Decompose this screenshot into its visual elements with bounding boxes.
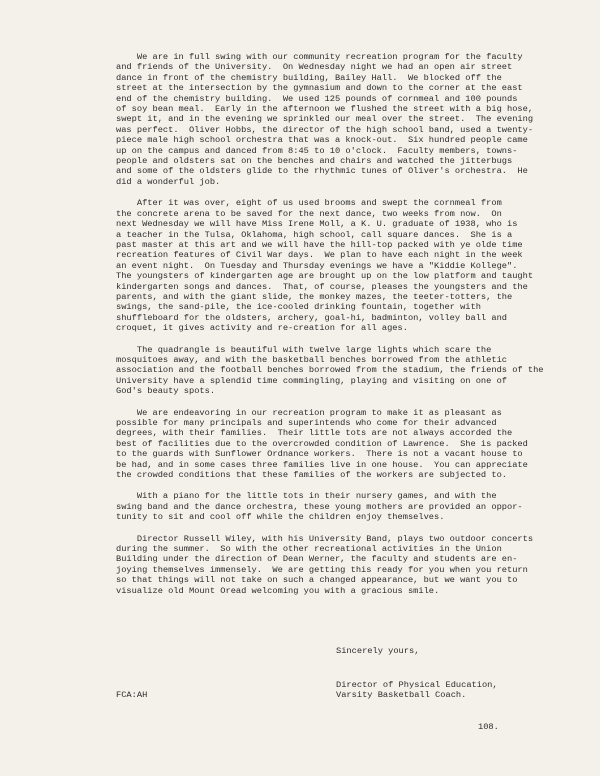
typist-initials: FCA:AH [116, 690, 148, 700]
letter-body [116, 52, 596, 607]
paragraph-3: The quadrangle is beautiful with twelve large lights which scare the mosquitoes away, and with the basketball benches borrowed from the athletic association and the football benches borrowed from the stadium, the friends of the University have a splendid time commingling, playing and visiting on one of God's beauty spots. [116, 344, 544, 397]
page-number: 108. [478, 722, 499, 732]
paragraph-4: We are endeavoring in our recreation program to make it as pleasant as possible for many principals and superintends who come for their advanced degrees, with their families. Their little tots are not always accorded the best of facilities due to the overcrowded condition of Lawrence. She is packed to the guards with Sunflower Ordnance workers. There is not a vacant house to be had, and in some cases three families live in one house. You can appreciate the crowded conditions that these families of the workers are subjected to. [116, 407, 528, 481]
paragraph-1: We are in full swing with our community recreation program for the faculty and friends of the University. On Wednesday night we had an open air street dance in front of the chemistry building, Bailey Hall. We blocked off the street at the intersection by the gymnasium and down to the corner at the east end of the chemistry building. We used 125 pounds of cornmeal and 100 pounds of soy bean meal. Early in the afternoon we flushed the street with a big hose, swept it, and in the evening we sprinkled our meal over the street. The evening was perfect. Oliver Hobbs, the director of the high school band, used a twenty- piece male high school orchestra that was a knock-out. Six hundred people came up on the campus and danced from 8:45 to 10 o'clock. Faculty members, towns- people and oldsters sat on the benches and chairs and watched the jitterbugs and some of the oldsters glide to the rhythmic tunes of Oliver's orchestra. He did a wonderful job. [116, 52, 534, 187]
signature-title: Director of Physical Education, Varsity Basketball Coach. [336, 680, 498, 701]
letter-closing: Sincerely yours, [336, 646, 420, 656]
paragraph-6: Director Russell Wiley, with his University Band, plays two outdoor concerts during the summer. So with the other recreational activities in the Union Building under the direction of Dean Werner, the faculty and students are en- joying themselves immensely. We are getting this ready for you when you return so that things will not take on such a changed appearance, but we want you to visualize old Mount Oread welcoming you with a gracious smile. [116, 533, 534, 596]
paragraph-2: After it was over, eight of us used brooms and swept the cornmeal from the concrete arena to be saved for the next dance, two weeks from now. On next Wednesday we will have Miss Irene Moll, a K. U. graduate of 1938, who is a teacher in the Tulsa, Oklahoma, high school, call square dances. She is a past master at this art and we will have the hill-top packed with ye olde time recreation features of Civil War days. We plan to have each night in the week an event night. On Tuesday and Thursday evenings we have a "Kiddie Kollege". The youngsters of kindergarten age are brought up on the low platform and taught kindergarten songs and dances. That, of course, pleases the youngsters and the parents, and with the giant slide, the monkey mazes, the teeter-totters, the swings, the sand-pile, the ice-cooled drinking fountain, together with shuffleboard for the oldsters, archery, goal-hi, badminton, volley ball and croquet, it gives activity and re-creation for all ages. [116, 198, 534, 334]
paragraph-5: With a piano for the little tots in their nursery games, and with the swing band and the dance orchestra, these young mothers are provided an oppor- tunity to sit and cool off while the children enjoy themselves. [116, 491, 523, 523]
